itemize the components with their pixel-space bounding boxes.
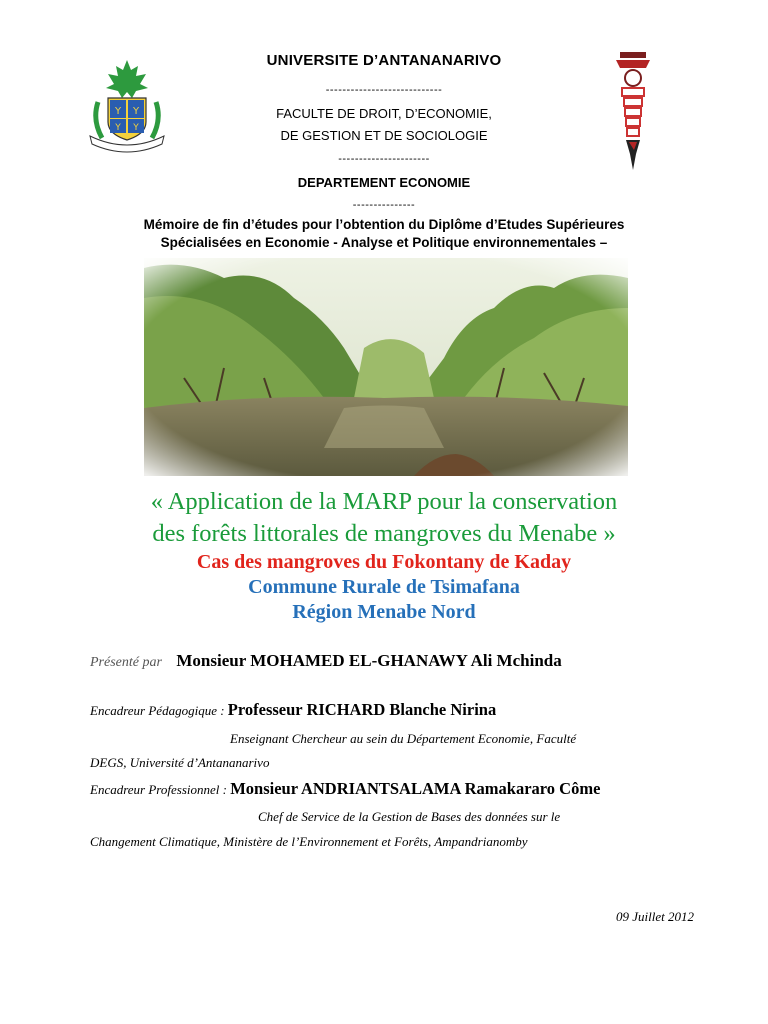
faculty-line-1: FACULTE DE DROIT, D’ECONOMIE, xyxy=(276,106,492,121)
supervisor-professional-line xyxy=(90,779,600,799)
region-subtitle: Région Menabe Nord xyxy=(292,601,476,623)
separator-2: ---------------------- xyxy=(338,153,430,165)
supervisor-pedagogical-desc-1: Enseignant Chercheur au sein du Département Economie, Faculté xyxy=(230,731,577,746)
supervisor-pedagogical-name: Professeur RICHARD Blanche Nirina xyxy=(227,700,497,719)
mangrove-photo xyxy=(144,258,628,476)
thesis-title-line-1: « Application de la MARP pour la conservation xyxy=(150,488,618,515)
presenter-line xyxy=(90,651,562,671)
supervisor-professional-name: Monsieur ANDRIANTSALAMA Ramakararo Côme xyxy=(230,779,601,798)
supervisor-professional-desc-1: Chef de Service de la Gestion de Bases des données sur le xyxy=(258,809,561,824)
svg-text:Y: Y xyxy=(132,106,140,117)
faculty-line-2: DE GESTION ET DE SOCIOLOGIE xyxy=(280,128,488,143)
memoire-line-1: Mémoire de fin d’études pour l’obtention du Diplôme d’Etudes Supérieures xyxy=(143,217,625,232)
commune-subtitle: Commune Rurale de Tsimafana xyxy=(248,576,520,598)
case-subtitle: Cas des mangroves du Fokontany de Kaday xyxy=(196,551,572,573)
presenter-label: Présenté par xyxy=(90,655,162,670)
supervisor-pedagogical-line xyxy=(90,700,496,720)
supervisor-pedagogical-label: Encadreur Pédagogique : xyxy=(90,703,228,718)
separator-3: --------------- xyxy=(352,199,416,211)
supervisor-pedagogical-desc-2: DEGS, Université d’Antananarivo xyxy=(90,755,270,770)
university-name: UNIVERSITE D’ANTANANARIVO xyxy=(266,52,502,69)
svg-text:Y: Y xyxy=(133,123,139,133)
separator-1: ---------------------------- xyxy=(325,84,443,96)
supervisor-professional-label: Encadreur Professionnel : xyxy=(90,782,231,797)
department-name: DEPARTEMENT ECONOMIE xyxy=(297,175,471,190)
svg-text:Y: Y xyxy=(114,106,122,117)
thesis-title-line-2: des forêts littorales de mangroves du Menabe » xyxy=(152,520,616,547)
memoire-line-2: Spécialisées en Economie - Analyse et Politique environnementales – xyxy=(160,235,608,250)
svg-text:Y: Y xyxy=(115,123,121,133)
presenter-name: Monsieur MOHAMED EL-GHANAWY Ali Mchinda xyxy=(176,651,562,670)
submission-date: 09 Juillet 2012 xyxy=(616,909,694,924)
supervisor-professional-desc-2: Changement Climatique, Ministère de l’Environnement et Forêts, Ampandrianomby xyxy=(90,834,528,849)
